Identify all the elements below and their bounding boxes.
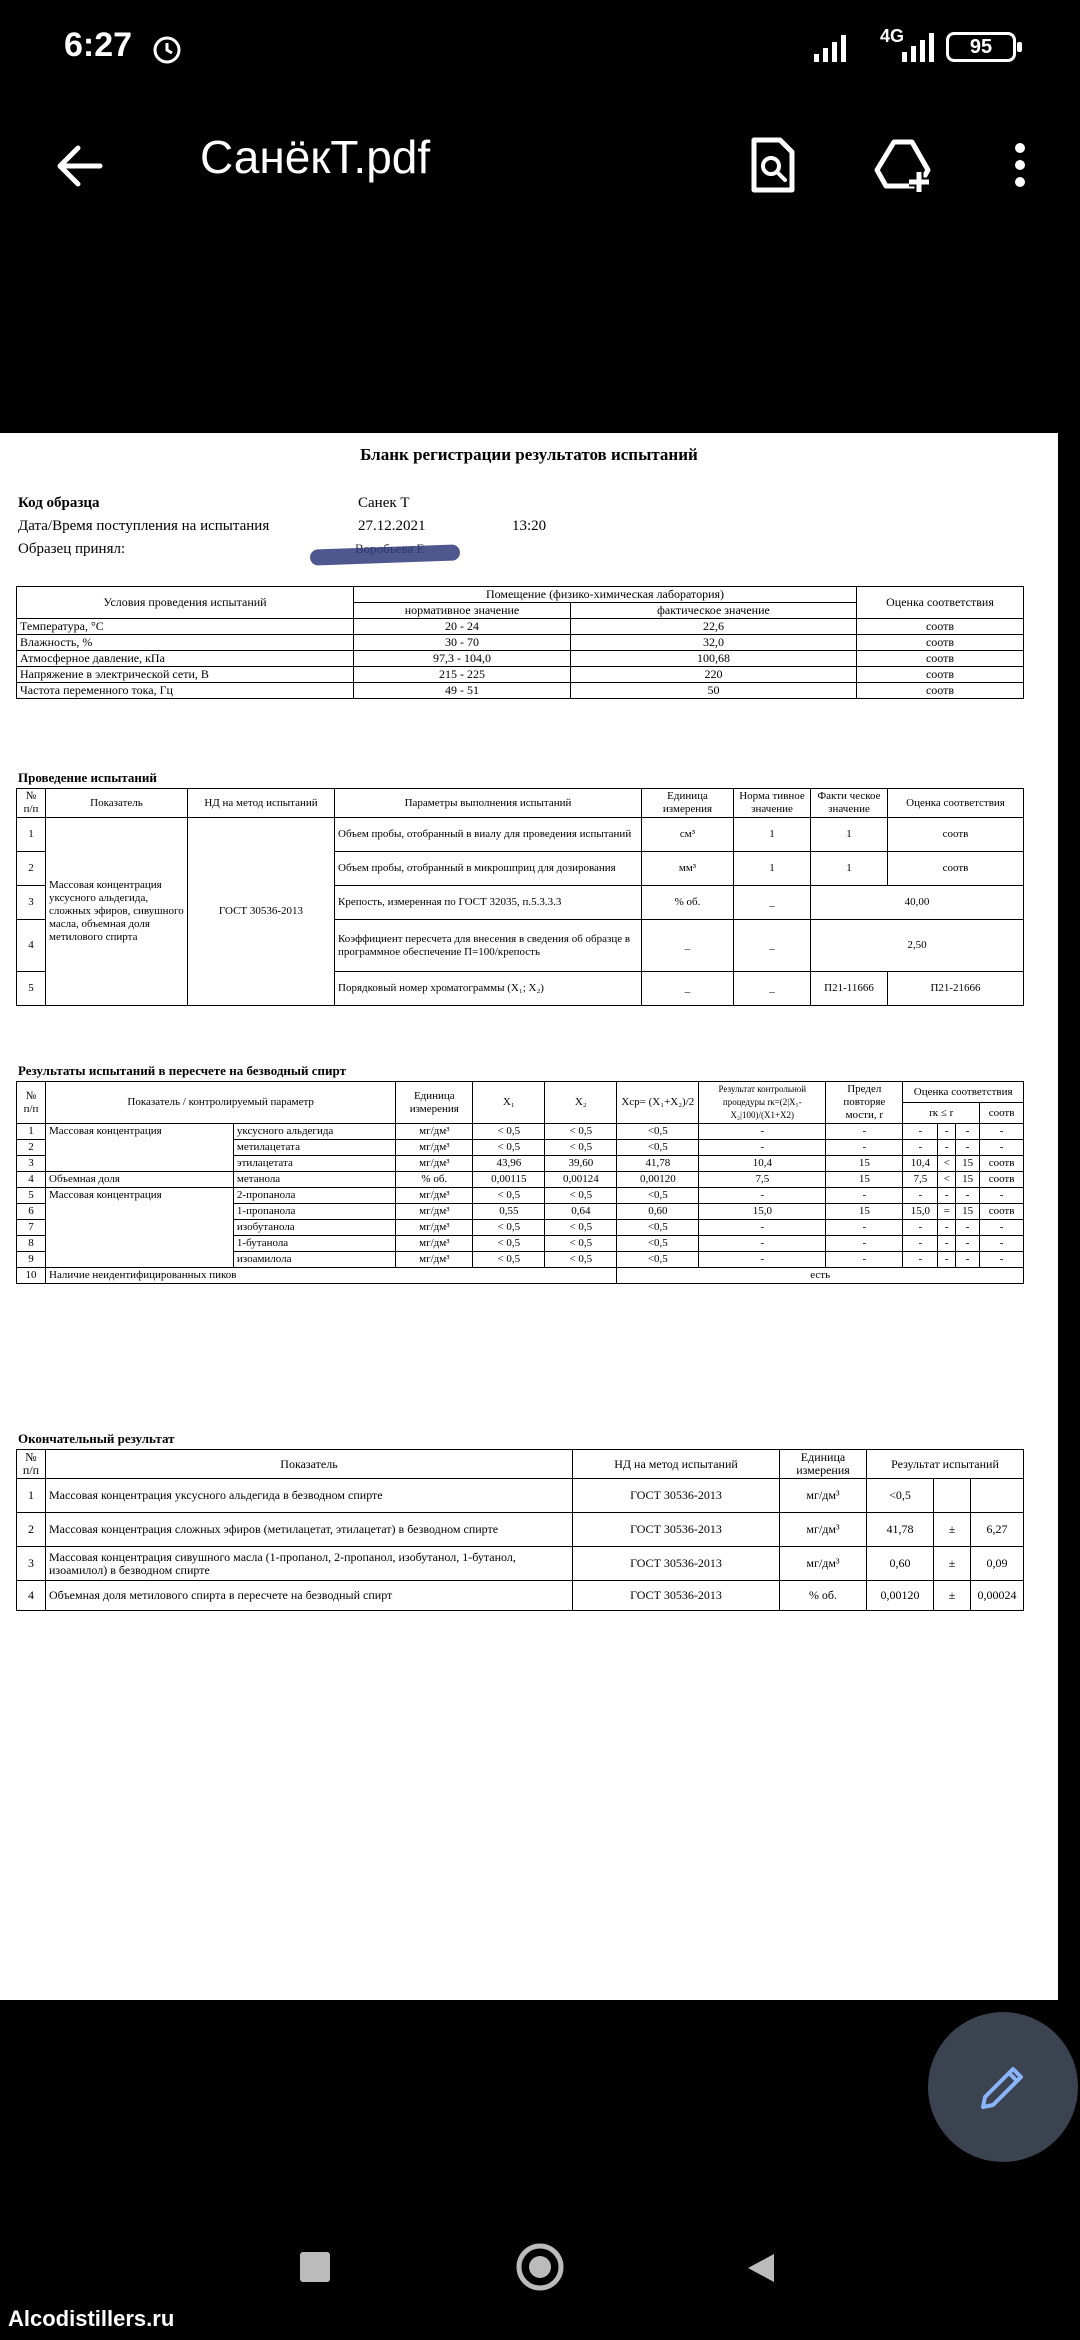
- table-header-row: [17, 1450, 1024, 1479]
- table-cell: Массовая концентрация уксусного альдегида, сложных эфиров, сивушного масла, объемная доля метилового спирта: [46, 818, 188, 1006]
- table-cell: -: [938, 1236, 956, 1252]
- table-cell: Норма тивное значение: [734, 789, 811, 818]
- table-cell: Порядковый номер хроматограммы (X₁; X₂): [335, 972, 642, 1006]
- table-cell: 15: [826, 1156, 903, 1172]
- alarm-icon: [150, 32, 184, 66]
- table-cell: мг/дм³: [396, 1236, 473, 1252]
- table-cell: -: [956, 1252, 980, 1268]
- signal-icon: [812, 30, 852, 64]
- table-cell: < 0,5: [545, 1124, 617, 1140]
- table-cell: 0,60: [867, 1547, 934, 1581]
- table-cell: 0,00115: [473, 1172, 545, 1188]
- table-cell: 7,5: [699, 1172, 826, 1188]
- table-cell: 5: [17, 972, 46, 1006]
- table-cell: Массовая концентрация сложных эфиров (метилацетат, этилацетат) в безводном спирте: [46, 1513, 573, 1547]
- table-cell: № п/п: [17, 789, 46, 818]
- table-cell: 7,5: [903, 1172, 938, 1188]
- table-cell: № п/п: [17, 1450, 46, 1479]
- table-cell: Объемная доля: [46, 1172, 234, 1188]
- table-cell: № п/п: [17, 1082, 46, 1124]
- table-cell: -: [980, 1220, 1024, 1236]
- table-cell: соотв: [888, 818, 1024, 852]
- table-cell: 0,00120: [867, 1581, 934, 1611]
- time-value: 13:20: [512, 518, 547, 534]
- table-cell: Частота переменного тока, Гц: [17, 683, 354, 699]
- table-cell: мг/дм³: [396, 1140, 473, 1156]
- table-cell: 1: [811, 818, 888, 852]
- table-cell: -: [980, 1124, 1024, 1140]
- edit-pencil-icon: [973, 2057, 1033, 2117]
- table-cell: ГОСТ 30536-2013: [188, 818, 335, 1006]
- table-cell: 40,00: [811, 886, 1024, 920]
- table-cell: ±: [934, 1513, 971, 1547]
- recent-apps-button[interactable]: [300, 2252, 330, 2282]
- table-cell: < 0,5: [473, 1188, 545, 1204]
- table-cell: Коэффициент пересчета для внесения в сведения об образце в программное обеспечение П=100/крепость: [335, 920, 642, 972]
- table-cell: _: [642, 972, 734, 1006]
- sample-code-value: Санек Т: [358, 495, 410, 511]
- table-row: [17, 683, 1024, 699]
- table-cell: 215 - 225: [354, 667, 571, 683]
- table-cell: -: [980, 1188, 1024, 1204]
- table-cell: 0,00124: [545, 1172, 617, 1188]
- doc-title: Бланк регистрации результатов испытаний: [360, 445, 698, 464]
- table-cell: мг/дм³: [396, 1156, 473, 1172]
- table-cell: соотв: [857, 683, 1024, 699]
- table-cell: -: [938, 1220, 956, 1236]
- table-cell: _: [734, 972, 811, 1006]
- table-cell: -: [980, 1252, 1024, 1268]
- final-table: [16, 1449, 1024, 1611]
- table-row: [17, 1188, 1024, 1204]
- table-cell: -: [903, 1188, 938, 1204]
- table-cell: 97,3 - 104,0: [354, 651, 571, 667]
- table-cell: Объем пробы, отобранный в микрошприц для дозирования: [335, 852, 642, 886]
- table-cell: ГОСТ 30536-2013: [573, 1547, 780, 1581]
- table-cell: 2,50: [811, 920, 1024, 972]
- table-cell: -: [938, 1124, 956, 1140]
- table-cell: =: [938, 1204, 956, 1220]
- table-cell: 100,68: [571, 651, 857, 667]
- table-cell: Массовая концентрация: [46, 1124, 234, 1172]
- app-bar: [0, 100, 1080, 230]
- table-cell: -: [699, 1124, 826, 1140]
- table-cell: X₂: [545, 1082, 617, 1124]
- back-button[interactable]: [742, 2250, 778, 2286]
- signal-4g-icon: [900, 30, 940, 64]
- table-cell: 15,0: [903, 1204, 938, 1220]
- conditions-table: [16, 586, 1024, 699]
- table-cell: 15,0: [699, 1204, 826, 1220]
- table-cell: соотв: [980, 1156, 1024, 1172]
- table-cell: -: [826, 1220, 903, 1236]
- table-row: [17, 1124, 1024, 1140]
- more-options-icon[interactable]: [1000, 134, 1040, 196]
- table-cell: Факти ческое значение: [811, 789, 888, 818]
- table-cell: 4: [17, 1172, 46, 1188]
- table-cell: 41,78: [617, 1156, 699, 1172]
- table-cell: % об.: [780, 1581, 867, 1611]
- table-cell: 1: [811, 852, 888, 886]
- date-value: 27.12.2021: [358, 518, 426, 534]
- table-cell: 3: [17, 1156, 46, 1172]
- table-cell: 15: [826, 1204, 903, 1220]
- signature-scribble: [310, 544, 460, 565]
- table-cell: соотв: [857, 635, 1024, 651]
- add-to-drive-icon[interactable]: [872, 134, 934, 196]
- table-cell: мг/дм³: [396, 1220, 473, 1236]
- table-cell: 3: [17, 1547, 46, 1581]
- table-cell: rк ≤ r: [903, 1103, 980, 1124]
- table-cell: Массовая концентрация сивушного масла (1-пропанол, 2-пропанол, изобутанол, 1-бутанол, изоамилол) в безводном спирте: [46, 1547, 573, 1581]
- table-cell: <0,5: [617, 1252, 699, 1268]
- table-cell: 22,6: [571, 619, 857, 635]
- table-cell: Результат испытаний: [867, 1450, 1024, 1479]
- table-cell: ГОСТ 30536-2013: [573, 1581, 780, 1611]
- table-cell: 0,00024: [971, 1581, 1024, 1611]
- table-cell: 15: [956, 1156, 980, 1172]
- table-cell: 220: [571, 667, 857, 683]
- table-cell: см³: [642, 818, 734, 852]
- section-results: Результаты испытаний в пересчете на безводный спирт: [18, 1063, 346, 1078]
- table-row: [17, 667, 1024, 683]
- table-cell: -: [938, 1188, 956, 1204]
- table-cell: нормативное значение: [354, 603, 571, 619]
- table-cell: есть: [617, 1268, 1024, 1284]
- table-cell: < 0,5: [473, 1220, 545, 1236]
- table-cell: -: [699, 1252, 826, 1268]
- table-cell: соотв: [857, 619, 1024, 635]
- table-cell: 15: [826, 1172, 903, 1188]
- document-title: СанёкТ.pdf: [200, 131, 431, 183]
- table-cell: Результат контрольной процедуры rк=(2|X₁-X₂|100)/(X1+X2): [699, 1082, 826, 1124]
- table-cell: 15: [956, 1204, 980, 1220]
- clock: 6:27: [64, 26, 133, 64]
- table-cell: -: [826, 1236, 903, 1252]
- table-cell: соотв: [857, 667, 1024, 683]
- table-cell: -: [826, 1252, 903, 1268]
- table-cell: -: [903, 1220, 938, 1236]
- search-in-document-icon[interactable]: [740, 134, 802, 196]
- table-cell: 1: [17, 1479, 46, 1513]
- table-cell: фактическое значение: [571, 603, 857, 619]
- table-cell: -: [956, 1124, 980, 1140]
- table-row: [17, 651, 1024, 667]
- network-type: 4G: [880, 26, 905, 46]
- table-cell: мг/дм³: [396, 1204, 473, 1220]
- table-cell: -: [699, 1140, 826, 1156]
- table-cell: < 0,5: [545, 1188, 617, 1204]
- section-testing: Проведение испытаний: [18, 770, 157, 785]
- table-cell: Единица измерения: [780, 1450, 867, 1479]
- table-cell: <0,5: [617, 1124, 699, 1140]
- table-cell: 50: [571, 683, 857, 699]
- section-final: Окончательный результат: [18, 1431, 175, 1446]
- table-cell: Оценка соответствия: [857, 587, 1024, 619]
- table-cell: % об.: [396, 1172, 473, 1188]
- table-cell: < 0,5: [545, 1140, 617, 1156]
- table-cell: -: [826, 1140, 903, 1156]
- table-cell: < 0,5: [473, 1140, 545, 1156]
- home-button[interactable]: [515, 2242, 565, 2292]
- table-cell: П21-11666: [811, 972, 888, 1006]
- table-cell: 2: [17, 852, 46, 886]
- table-cell: мг/дм³: [780, 1513, 867, 1547]
- table-cell: 8: [17, 1236, 46, 1252]
- table-cell: < 0,5: [545, 1236, 617, 1252]
- table-row: [17, 1513, 1024, 1547]
- table-cell: <0,5: [617, 1220, 699, 1236]
- table-cell: Наличие неидентифицированных пиков: [46, 1268, 617, 1284]
- table-cell: -: [956, 1140, 980, 1156]
- edit-fab-button[interactable]: [928, 2012, 1078, 2162]
- table-cell: НД на метод испытаний: [188, 789, 335, 818]
- battery-icon: 95: [946, 32, 1016, 62]
- accepted-label: Образец принял:: [18, 541, 126, 557]
- table-cell: Атмосферное давление, кПа: [17, 651, 354, 667]
- table-cell: 49 - 51: [354, 683, 571, 699]
- table-cell: метилацетата: [233, 1140, 395, 1156]
- table-cell: изоамилола: [233, 1252, 395, 1268]
- table-cell: 43,96: [473, 1156, 545, 1172]
- table-cell: 39,60: [545, 1156, 617, 1172]
- table-cell: этилацетата: [233, 1156, 395, 1172]
- table-cell: 0,64: [545, 1204, 617, 1220]
- table-header-row: [17, 789, 1024, 818]
- table-cell: < 0,5: [545, 1252, 617, 1268]
- table-cell: 15: [956, 1172, 980, 1188]
- table-header-row: [17, 587, 1024, 603]
- table-cell: П21-21666: [888, 972, 1024, 1006]
- table-cell: Xср= (X₁+X₂)/2: [617, 1082, 699, 1124]
- table-cell: <: [938, 1156, 956, 1172]
- table-cell: 1: [734, 852, 811, 886]
- table-cell: -: [903, 1236, 938, 1252]
- table-cell: 1-пропанола: [233, 1204, 395, 1220]
- table-cell: -: [903, 1124, 938, 1140]
- table-header-row: [17, 1082, 1024, 1103]
- back-arrow-icon[interactable]: [50, 136, 110, 196]
- pdf-page: [0, 433, 1058, 2000]
- table-cell: -: [956, 1220, 980, 1236]
- table-cell: Объемная доля метилового спирта в пересчете на безводный спирт: [46, 1581, 573, 1611]
- table-cell: -: [980, 1236, 1024, 1252]
- table-cell: Массовая концентрация уксусного альдегида в безводном спирте: [46, 1479, 573, 1513]
- watermark: Alcodistillers.ru: [8, 2306, 175, 2331]
- table-cell: соотв: [980, 1204, 1024, 1220]
- table-cell: 6,27: [971, 1513, 1024, 1547]
- table-cell: 2: [17, 1140, 46, 1156]
- table-cell: % об.: [642, 886, 734, 920]
- table-cell: Предел повторяе мости, r: [826, 1082, 903, 1124]
- table-cell: -: [956, 1188, 980, 1204]
- table-cell: соотв: [857, 651, 1024, 667]
- table-cell: 1-бутанола: [233, 1236, 395, 1252]
- table-cell: <0,5: [617, 1140, 699, 1156]
- table-cell: 1: [17, 1124, 46, 1140]
- table-row: [17, 1479, 1024, 1513]
- table-cell: 0,60: [617, 1204, 699, 1220]
- table-cell: -: [699, 1220, 826, 1236]
- table-cell: Условия проведения испытаний: [17, 587, 354, 619]
- table-cell: 30 - 70: [354, 635, 571, 651]
- table-cell: <0,5: [867, 1479, 934, 1513]
- table-cell: -: [903, 1252, 938, 1268]
- table-cell: 4: [17, 1581, 46, 1611]
- table-cell: X₁: [473, 1082, 545, 1124]
- table-cell: Массовая концентрация: [46, 1188, 234, 1268]
- testing-table: [16, 788, 1024, 1006]
- table-cell: мг/дм³: [780, 1547, 867, 1581]
- date-label: Дата/Время поступления на испытания: [18, 518, 270, 534]
- table-cell: -: [826, 1188, 903, 1204]
- table-cell: Показатель / контролируемый параметр: [46, 1082, 396, 1124]
- table-cell: Напряжение в электрической сети, В: [17, 667, 354, 683]
- status-bar: [0, 0, 1080, 100]
- table-row: [17, 1268, 1024, 1284]
- table-cell: метанола: [233, 1172, 395, 1188]
- table-cell: -: [699, 1236, 826, 1252]
- table-cell: Крепость, измеренная по ГОСТ 32035, п.5.3.3.3: [335, 886, 642, 920]
- table-cell: соотв: [888, 852, 1024, 886]
- table-cell: 1: [17, 818, 46, 852]
- table-cell: Показатель: [46, 789, 188, 818]
- table-cell: Влажность, %: [17, 635, 354, 651]
- table-cell: _: [734, 886, 811, 920]
- table-cell: мм³: [642, 852, 734, 886]
- table-cell: 5: [17, 1188, 46, 1204]
- table-cell: соотв: [980, 1103, 1024, 1124]
- table-cell: 2-пропанола: [233, 1188, 395, 1204]
- table-cell: -: [938, 1252, 956, 1268]
- table-cell: соотв: [980, 1172, 1024, 1188]
- table-cell: -: [699, 1188, 826, 1204]
- table-cell: 10: [17, 1268, 46, 1284]
- table-cell: изобутанола: [233, 1220, 395, 1236]
- table-row: [17, 1547, 1024, 1581]
- table-cell: 0,55: [473, 1204, 545, 1220]
- table-cell: 2: [17, 1513, 46, 1547]
- table-cell: < 0,5: [545, 1220, 617, 1236]
- table-cell: -: [938, 1140, 956, 1156]
- sample-code-label: Код образца: [18, 495, 100, 511]
- table-cell: -: [956, 1236, 980, 1252]
- table-cell: 41,78: [867, 1513, 934, 1547]
- results-table: [16, 1081, 1024, 1284]
- table-cell: 4: [17, 920, 46, 972]
- table-cell: Помещение (физико-химическая лаборатория): [354, 587, 857, 603]
- table-cell: 7: [17, 1220, 46, 1236]
- table-cell: <0,5: [617, 1188, 699, 1204]
- table-cell: -: [980, 1140, 1024, 1156]
- table-cell: уксусного альдегида: [233, 1124, 395, 1140]
- table-cell: [971, 1479, 1024, 1513]
- table-cell: ±: [934, 1547, 971, 1581]
- table-row: [17, 635, 1024, 651]
- table-cell: Температура, °С: [17, 619, 354, 635]
- table-cell: Единица измерения: [396, 1082, 473, 1124]
- table-cell: [934, 1479, 971, 1513]
- table-cell: мг/дм³: [396, 1188, 473, 1204]
- table-row: [17, 1581, 1024, 1611]
- table-cell: 32,0: [571, 635, 857, 651]
- table-cell: мг/дм³: [780, 1479, 867, 1513]
- table-row: [17, 619, 1024, 635]
- table-cell: 1: [734, 818, 811, 852]
- table-cell: ±: [934, 1581, 971, 1611]
- table-cell: < 0,5: [473, 1124, 545, 1140]
- table-cell: 3: [17, 886, 46, 920]
- table-cell: НД на метод испытаний: [573, 1450, 780, 1479]
- table-cell: Единица измерения: [642, 789, 734, 818]
- table-cell: 0,00120: [617, 1172, 699, 1188]
- table-cell: 0,09: [971, 1547, 1024, 1581]
- table-cell: Объем пробы, отобранный в виалу для проведения испытаний: [335, 818, 642, 852]
- table-cell: <0,5: [617, 1236, 699, 1252]
- table-cell: _: [642, 920, 734, 972]
- table-cell: мг/дм³: [396, 1124, 473, 1140]
- table-cell: 10,4: [699, 1156, 826, 1172]
- table-cell: ГОСТ 30536-2013: [573, 1479, 780, 1513]
- table-cell: 6: [17, 1204, 46, 1220]
- table-cell: 10,4: [903, 1156, 938, 1172]
- table-cell: < 0,5: [473, 1236, 545, 1252]
- table-cell: Параметры выполнения испытаний: [335, 789, 642, 818]
- table-row: [17, 818, 1024, 852]
- table-cell: мг/дм³: [396, 1252, 473, 1268]
- table-row: [17, 1172, 1024, 1188]
- table-cell: < 0,5: [473, 1252, 545, 1268]
- table-cell: -: [826, 1124, 903, 1140]
- table-cell: ГОСТ 30536-2013: [573, 1513, 780, 1547]
- table-cell: -: [903, 1140, 938, 1156]
- table-cell: 20 - 24: [354, 619, 571, 635]
- table-cell: Оценка соответствия: [888, 789, 1024, 818]
- table-cell: Показатель: [46, 1450, 573, 1479]
- table-cell: _: [734, 920, 811, 972]
- table-cell: Оценка соответствия: [903, 1082, 1024, 1103]
- table-cell: 9: [17, 1252, 46, 1268]
- table-cell: <: [938, 1172, 956, 1188]
